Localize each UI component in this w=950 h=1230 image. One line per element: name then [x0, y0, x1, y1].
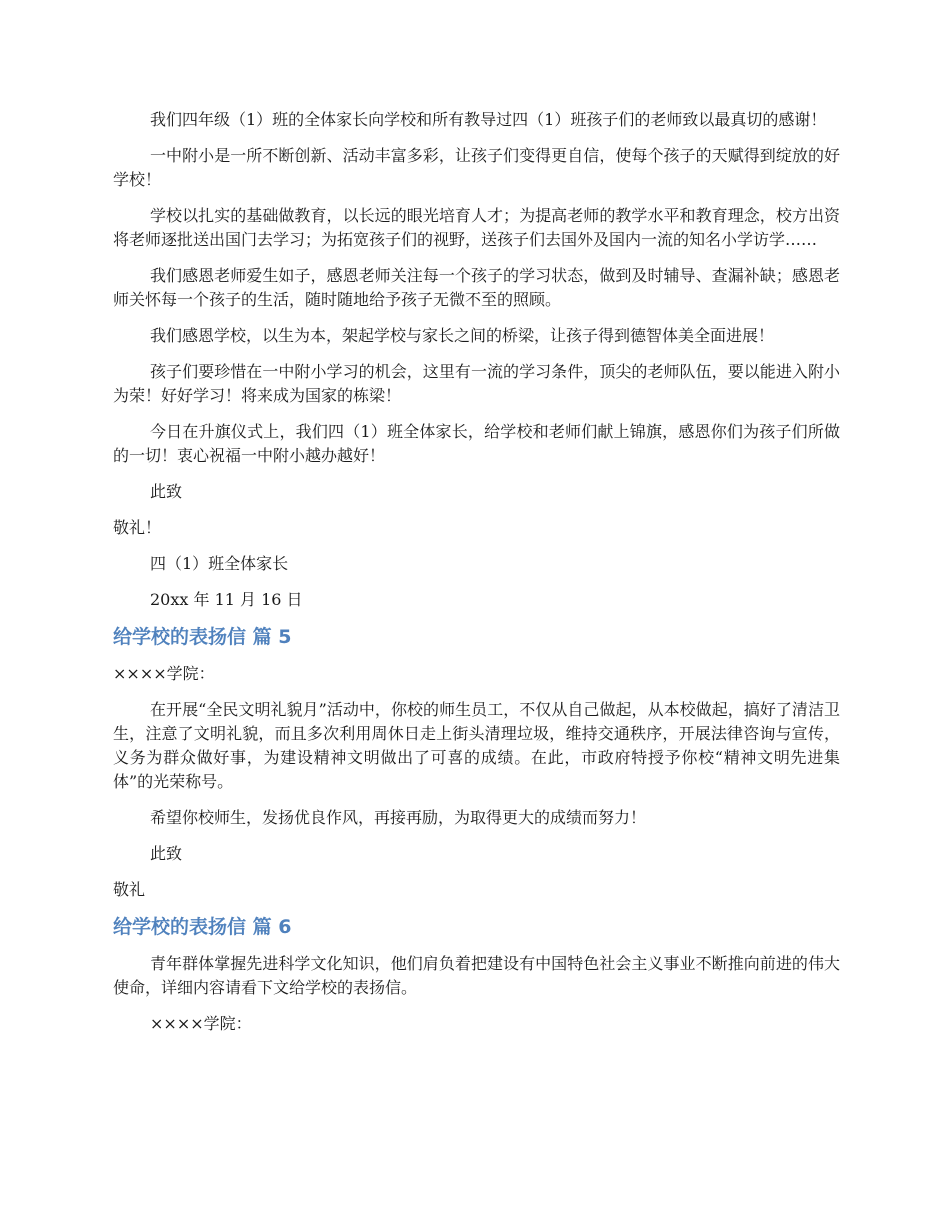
paragraph: 学校以扎实的基础做教育，以长远的眼光培育人才；为提高老师的教学水平和教育理念，校方出资将老师逐批送出国门去学习；为拓宽孩子们的视野，送孩子们去国外及国内一流的知名小学访学……: [113, 206, 840, 249]
paragraph: 孩子们要珍惜在一中附小学习的机会，这里有一流的学习条件，顶尖的老师队伍，要以能进入附小为荣！好好学习！将来成为国家的栋梁！: [113, 362, 840, 405]
paragraph: 今日在升旗仪式上，我们四（1）班全体家长，给学校和老师们献上锦旗，感恩你们为孩子们所做的一切！衷心祝福一中附小越办越好！: [113, 422, 840, 465]
closing-text: 此致: [150, 482, 183, 501]
paragraph: 我们四年级（1）班的全体家长向学校和所有教导过四（1）班孩子们的老师致以最真切的感谢！: [150, 110, 827, 129]
signature: 四（1）班全体家长: [150, 554, 289, 573]
paragraph: 在开展“全民文明礼貌月”活动中，你校的师生员工，不仅从自己做起，从本校做起，搞好了清洁卫生，注意了文明礼貌，而且多次利用周休日走上街头清理垃圾，维持交通秩序，开展法律咨询与宣传，义务为群众做好事，为建设精神文明做出了可喜的成绩。在此，市政府特授予你校“精神文明先进集体”的光荣称号。: [113, 700, 840, 791]
paragraph: 我们感恩老师爱生如子，感恩老师关注每一个孩子的学习状态，做到及时辅导、查漏补缺；感恩老师关怀每一个孩子的生活，随时随地给予孩子无微不至的照顾。: [113, 266, 840, 309]
closing-text: 此致: [150, 844, 183, 863]
section-heading: 给学校的表扬信 篇 5: [113, 626, 292, 648]
date: 20xx 年 11 月 16 日: [150, 590, 303, 609]
salutation: ××××学院：: [113, 664, 215, 683]
salute-text: 敬礼！: [113, 518, 162, 537]
paragraph: 希望你校师生，发扬优良作风，再接再励，为取得更大的成绩而努力！: [150, 808, 647, 827]
document-page: [113, 108, 840, 1048]
salute-text: 敬礼: [113, 880, 146, 899]
paragraph: 一中附小是一所不断创新、活动丰富多彩，让孩子们变得更自信，使每个孩子的天赋得到绽放的好学校！: [113, 146, 840, 189]
section-heading: 给学校的表扬信 篇 6: [113, 916, 292, 938]
paragraph: 青年群体掌握先进科学文化知识，他们肩负着把建设有中国特色社会主义事业不断推向前进的伟大使命，详细内容请看下文给学校的表扬信。: [113, 954, 840, 997]
paragraph: 我们感恩学校，以生为本，架起学校与家长之间的桥梁，让孩子得到德智体美全面进展！: [150, 326, 775, 345]
salutation: ××××学院：: [150, 1014, 252, 1033]
